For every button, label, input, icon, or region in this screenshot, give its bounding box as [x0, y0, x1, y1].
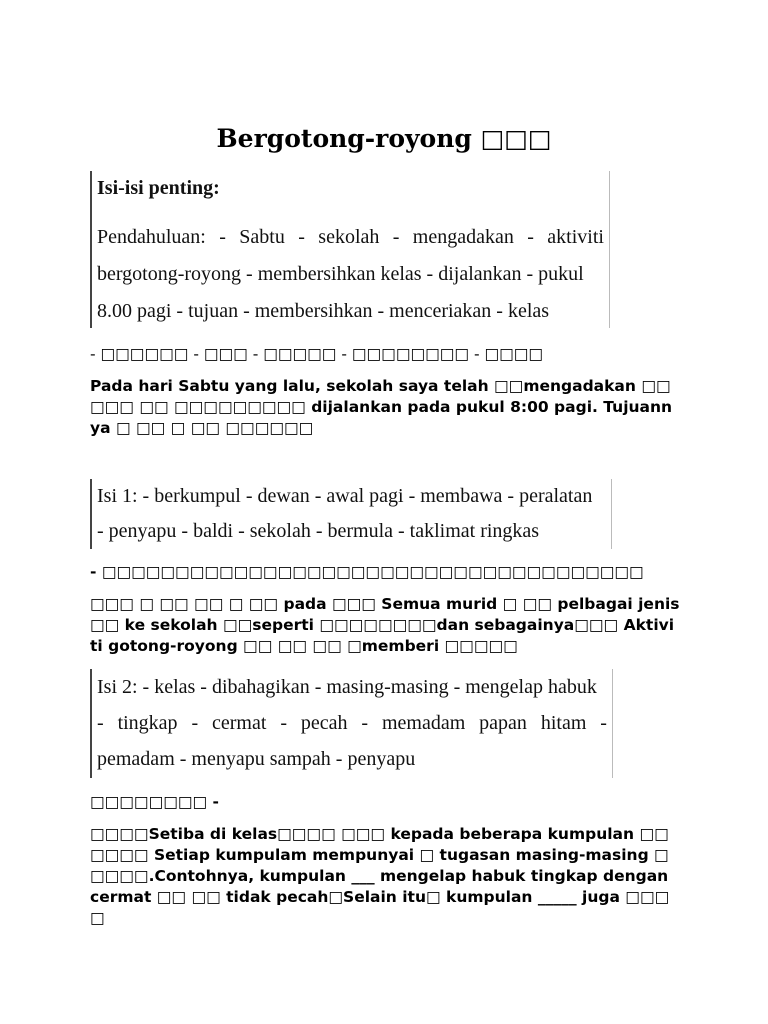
box-left-border	[90, 669, 92, 778]
word: -	[298, 226, 305, 248]
word: -	[191, 712, 199, 734]
word: -	[97, 712, 104, 734]
isi-2-line-2	[97, 705, 607, 741]
key-points-line-3: 8.00 pagi - tujuan - membersihkan - menceriakan - kelas	[97, 300, 550, 322]
word: mengadakan	[412, 226, 514, 248]
word: sekolah	[318, 226, 380, 248]
isi-1-image-box	[90, 479, 612, 549]
key-points-line-2: bergotong-royong - membersihkan kelas - dijalankan - pukul	[97, 263, 584, 285]
translation-line-3: □□□□□□□□ -	[90, 793, 219, 811]
word: -	[527, 226, 534, 248]
word: tingkap	[117, 712, 178, 734]
page-title: Bergotong-royong □□□	[216, 124, 552, 153]
isi-2-line-1: Isi 2: - kelas - dibahagikan - masing-masing - mengelap habuk	[97, 676, 597, 698]
box-right-border	[612, 669, 613, 778]
word: -	[280, 712, 287, 734]
word: -	[361, 712, 369, 734]
box-right-border	[609, 171, 610, 328]
word: aktiviti	[547, 226, 604, 248]
word: -	[392, 226, 400, 248]
key-points-heading: Isi-isi penting:	[97, 177, 220, 199]
paragraph-isi-2: □□□□Setiba di kelas□□□□ □□□ kepada beberapa kumpulan □□□□□□ Setiap kumpulam mempunyai □ tugasan masing-masing □□□□□.Contohnya, kumpulan ___ mengelap habuk tingkap dengan cermat □□ □□ tidak pecah□Selain itu□ kumpulan _____ juga □□□ □	[90, 825, 670, 927]
word: -	[219, 226, 226, 248]
isi-2-line-3: pemadam - menyapu sampah - penyapu	[97, 748, 416, 770]
isi-1-line-1: Isi 1: - berkumpul - dewan - awal pagi - membawa - peralatan	[97, 485, 593, 507]
word: pecah	[300, 712, 348, 734]
paragraph-isi-1: □□□ □ □□ □□ □ □□ pada □□□ Semua murid □ □□ pelbagai jenis □□ ke sekolah □□seperti □□□□□□□□dan sebagainya□□□ Aktiviti gotong-royong □□ □□ □□ □memberi □□□□□	[90, 595, 680, 655]
translation-line-2: - □□□□□□□□□□□□□□□□□□□□□□□□□□□□□□□□□□□□□	[90, 563, 644, 581]
isi-1-line-2: - penyapu - baldi - sekolah - bermula - taklimat ringkas	[97, 520, 540, 542]
word: Pendahuluan:	[97, 226, 206, 248]
word: memadam	[381, 712, 466, 734]
box-left-border	[90, 171, 92, 328]
key-points-image-box	[90, 171, 610, 328]
word: hitam	[540, 712, 587, 734]
word: -	[600, 712, 607, 734]
word: cermat	[212, 712, 267, 734]
translation-line-1: - □□□□□□ - □□□ - □□□□□ - □□□□□□□□ - □□□□	[90, 345, 544, 363]
word: Sabtu	[239, 226, 285, 248]
word: papan	[479, 712, 527, 734]
paragraph-intro: Pada hari Sabtu yang lalu, sekolah saya telah □□mengadakan □□□□□ □□ □□□□□□□□□ dijalankan pada pukul 8:00 pagi. Tujuannya □ □□ □ □□ □□□□□□	[90, 377, 673, 437]
box-left-border	[90, 479, 92, 549]
key-points-line-1	[97, 219, 604, 256]
isi-2-image-box	[90, 669, 613, 778]
box-right-border	[611, 479, 612, 549]
